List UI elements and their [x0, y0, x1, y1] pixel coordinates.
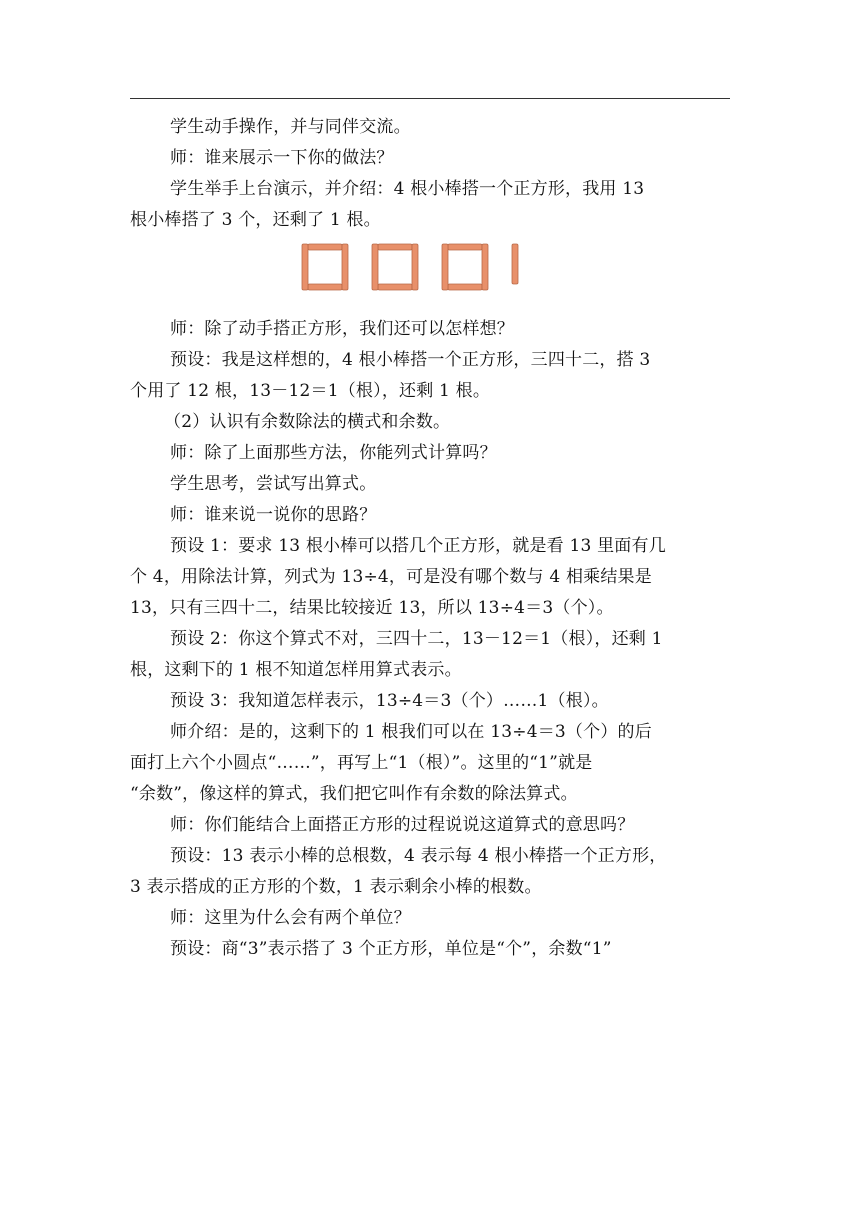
stick-leftover	[512, 244, 518, 284]
section-heading: （2）认识有余数除法的横式和余数。	[164, 412, 451, 432]
paragraph-10	[130, 624, 730, 686]
paragraph-12	[130, 717, 730, 810]
paragraph-5-line-2: 个用了 12 根，13－12＝1（根），还剩 1 根。	[130, 381, 491, 401]
stick-left	[302, 244, 308, 290]
paragraph-5	[130, 345, 730, 407]
paragraph-13: 师：你们能结合上面搭正方形的过程说说这道算式的意思吗？	[170, 815, 635, 835]
stick-top	[378, 244, 412, 250]
paragraph-2: 师：谁来展示一下你的做法？	[170, 148, 394, 168]
stick-bottom	[448, 284, 482, 290]
paragraph-5-line-1: 预设：我是这样想的，4 根小棒搭一个正方形，三四十二，搭 3	[170, 350, 651, 370]
stick-right	[342, 244, 348, 290]
paragraph-3-line-2: 根小棒搭了 3 个，还剩了 1 根。	[130, 210, 381, 230]
paragraph-12-line-3: “余数”，像这样的算式，我们把它叫作有余数的除法算式。	[130, 784, 578, 804]
paragraph-12-line-1: 师介绍：是的，这剩下的 1 根我们可以在 13÷4＝3（个）的后	[170, 722, 652, 742]
stick-bottom	[308, 284, 342, 290]
paragraph-8: 师：谁来说一说你的思路？	[170, 505, 377, 525]
stick-squares-figure	[130, 236, 730, 314]
paragraph-10-line-2: 根，这剩下的 1 根不知道怎样用算式表示。	[130, 660, 462, 680]
paragraph-9-line-2: 个 4，用除法计算，列式为 13÷4，可是没有哪个数与 4 相乘结果是	[130, 567, 652, 587]
paragraph-1: 学生动手操作，并与同伴交流。	[170, 117, 411, 137]
paragraph-9-line-1: 预设 1：要求 13 根小棒可以搭几个正方形，就是看 13 里面有几	[170, 536, 666, 556]
document-body	[130, 112, 730, 965]
paragraph-14-line-1: 预设：13 表示小棒的总根数，4 表示每 4 根小棒搭一个正方形，	[170, 846, 667, 866]
stick-left	[442, 244, 448, 290]
paragraph-10-line-1: 预设 2：你这个算式不对，三四十二，13－12＝1（根），还剩 1	[170, 629, 663, 649]
paragraph-6: 师：除了上面那些方法，你能列式计算吗？	[170, 443, 497, 463]
paragraph-3-line-1: 学生举手上台演示，并介绍：4 根小棒搭一个正方形，我用 13	[170, 179, 645, 199]
stick-bottom	[378, 284, 412, 290]
stick-right	[482, 244, 488, 290]
paragraph-15: 师：这里为什么会有两个单位？	[170, 908, 411, 928]
stick-left	[372, 244, 378, 290]
paragraph-14	[130, 841, 730, 903]
paragraph-9-line-3: 13，只有三四十二，结果比较接近 13，所以 13÷4＝3（个）。	[130, 598, 614, 618]
paragraph-3	[130, 174, 730, 236]
stick-top	[308, 244, 342, 250]
paragraph-9	[130, 531, 730, 624]
paragraph-16: 预设：商“3”表示搭了 3 个正方形，单位是“个”，余数“1”	[170, 939, 612, 959]
paragraph-12-line-2: 面打上六个小圆点“……”，再写上“1（根）”。这里的“1”就是	[130, 753, 593, 773]
paragraph-14-line-2: 3 表示搭成的正方形的个数，1 表示剩余小棒的根数。	[130, 877, 542, 897]
paragraph-4: 师：除了动手搭正方形，我们还可以怎样想？	[170, 319, 514, 339]
stick-top	[448, 244, 482, 250]
header-rule	[130, 98, 730, 99]
stick-right	[412, 244, 418, 290]
paragraph-7: 学生思考，尝试写出算式。	[170, 474, 377, 494]
stick-squares-illustration	[300, 242, 560, 294]
paragraph-11: 预设 3：我知道怎样表示，13÷4＝3（个）……1（根）。	[170, 691, 609, 711]
